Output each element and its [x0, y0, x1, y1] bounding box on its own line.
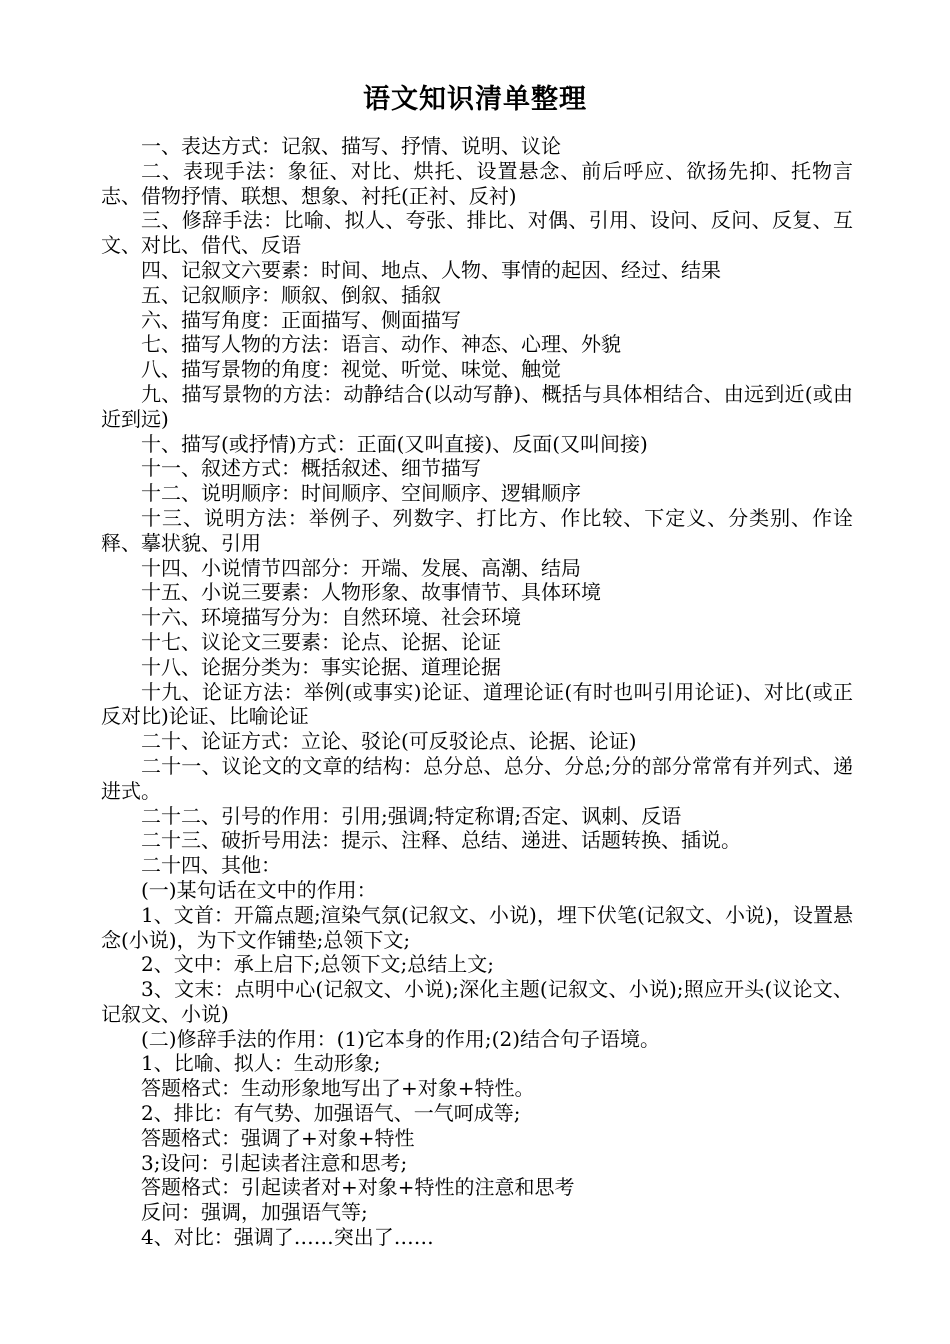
paragraph: 一、表达方式：记叙、描写、抒情、说明、议论 [141, 134, 561, 158]
paragraph: 十七、议论文三要素：论点、论据、论证 [141, 629, 501, 654]
paragraph: 二十、论证方式：立论、驳论(可反驳论点、论据、论证) [141, 729, 637, 754]
paragraph: 八、描写景物的角度：视觉、听觉、味觉、触觉 [141, 357, 561, 382]
paragraph: 2、文中：承上启下;总领下文;总结上文; [141, 952, 494, 977]
paragraph: 1、文首：开篇点题;渲染气氛(记叙文、小说)，埋下伏笔(记叙文、小说)，设置悬念(小说)，为下文作铺垫;总领下文; [101, 902, 853, 952]
paragraph: 三、修辞手法：比喻、拟人、夸张、排比、对偶、引用、设问、反问、反复、互文、对比、借代、反语 [101, 208, 853, 258]
paragraph: 十三、说明方法：举例子、列数字、打比方、作比较、下定义、分类别、作诠释、摹状貌、引用 [101, 505, 853, 555]
paragraph: (一)某句话在文中的作用： [141, 877, 377, 902]
paragraph: 1、比喻、拟人：生动形象; [141, 1051, 381, 1076]
paragraph: 四、记叙文六要素：时间、地点、人物、事情的起因、经过、结果 [141, 257, 721, 282]
paragraph: 六、描写角度：正面描写、侧面描写 [141, 307, 461, 332]
document-title: 语文知识清单整理 [363, 84, 587, 115]
paragraph: 十八、论据分类为：事实论据、道理论据 [141, 654, 501, 679]
paragraph: 十四、小说情节四部分：开端、发展、高潮、结局 [141, 555, 581, 580]
paragraph: 二十三、破折号用法：提示、注释、总结、递进、话题转换、插说。 [141, 828, 741, 853]
paragraph: (二)修辞手法的作用：(1)它本身的作用;(2)结合句子语境。 [141, 1026, 661, 1051]
paragraph: 二十二、引号的作用：引用;强调;特定称谓;否定、讽刺、反语 [141, 803, 682, 828]
paragraph: 答题格式：生动形象地写出了+对象+特性。 [141, 1076, 535, 1101]
paragraph: 七、描写人物的方法：语言、动作、神态、心理、外貌 [141, 332, 621, 357]
document-body [101, 134, 853, 1250]
paragraph: 4、对比：强调了……突出了…… [141, 1225, 434, 1250]
paragraph: 十、描写(或抒情)方式：正面(又叫直接)、反面(又叫间接) [141, 431, 648, 456]
paragraph: 二、表现手法：象征、对比、烘托、设置悬念、前后呼应、欲扬先抑、托物言志、借物抒情、联想、想象、衬托(正衬、反衬) [101, 158, 853, 208]
paragraph: 九、描写景物的方法：动静结合(以动写静)、概括与具体相结合、由远到近(或由近到远) [101, 381, 853, 431]
paragraph: 十六、环境描写分为：自然环境、社会环境 [141, 605, 521, 630]
paragraph: 答题格式：强调了+对象+特性 [141, 1125, 415, 1150]
paragraph: 3;设问：引起读者注意和思考; [141, 1150, 408, 1175]
paragraph: 五、记叙顺序：顺叙、倒叙、插叙 [141, 282, 441, 307]
paragraph: 十九、论证方法：举例(或事实)论证、道理论证(有时也叫引用论证)、对比(或正反对比)论证、比喻论证 [101, 679, 853, 729]
paragraph: 二十四、其他： [141, 853, 281, 878]
paragraph: 3、文末：点明中心(记叙文、小说);深化主题(记叙文、小说);照应开头(议论文、记叙文、小说) [101, 977, 853, 1026]
paragraph: 十一、叙述方式：概括叙述、细节描写 [141, 456, 481, 481]
paragraph: 十五、小说三要素：人物形象、故事情节、具体环境 [141, 580, 601, 605]
paragraph: 答题格式：引起读者对+对象+特性的注意和思考 [141, 1175, 575, 1200]
paragraph: 反问：强调，加强语气等; [141, 1200, 368, 1225]
paragraph: 十二、说明顺序：时间顺序、空间顺序、逻辑顺序 [141, 481, 581, 506]
paragraph: 二十一、议论文的文章的结构：总分总、总分、分总;分的部分常常有并列式、递进式。 [101, 753, 853, 803]
paragraph: 2、排比：有气势、加强语气、一气呵成等; [141, 1101, 521, 1126]
